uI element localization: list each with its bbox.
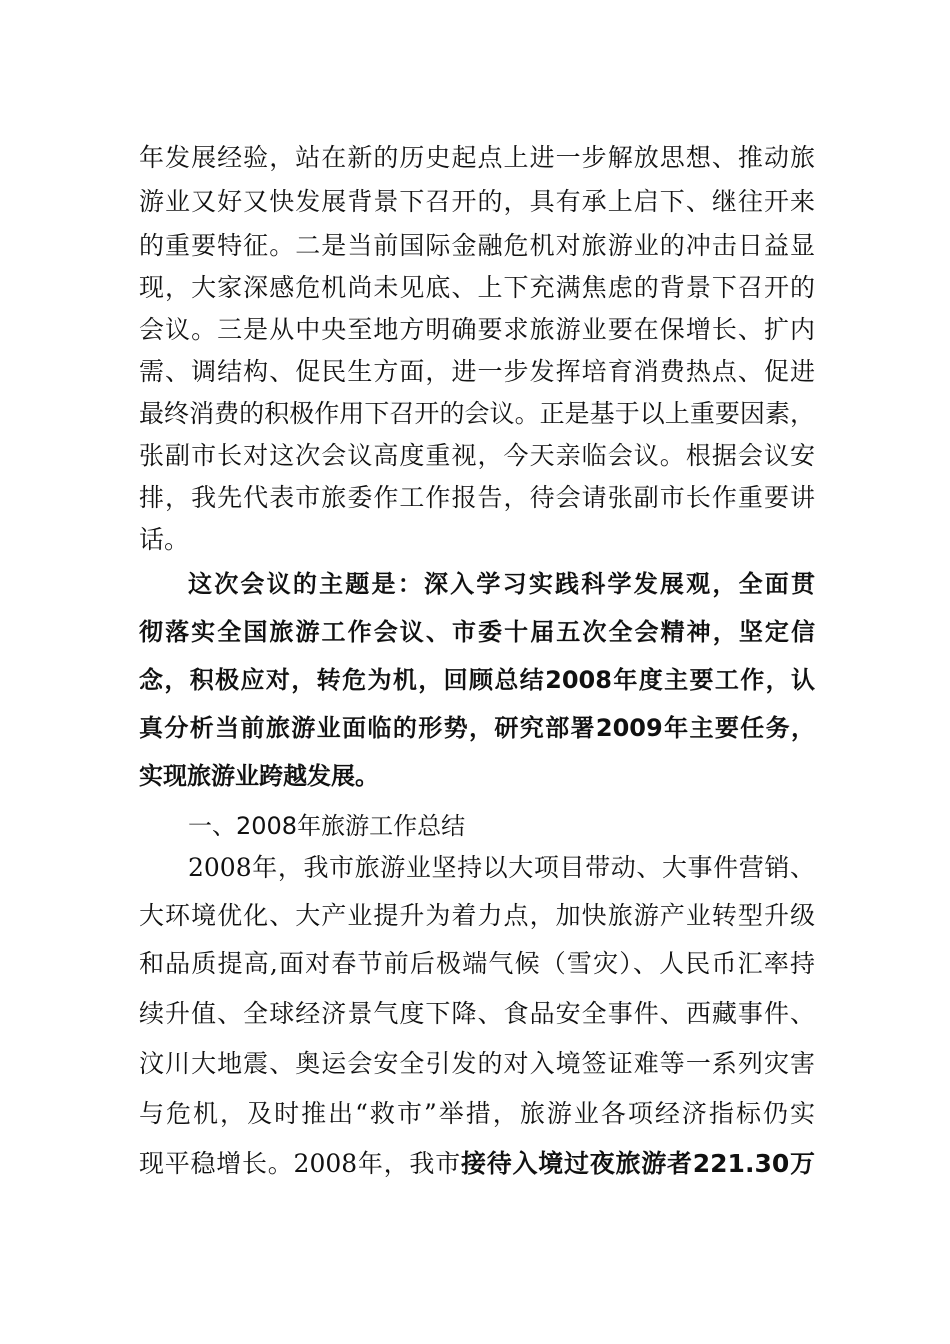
body-text-line: 需、调结构、促民生方面，进一步发挥培育消费热点、促进	[139, 357, 815, 386]
body-text-line: 会议。三是从中央至地方明确要求旅游业要在保增长、扩内	[139, 315, 815, 344]
body-text-line: 最终消费的积极作用下召开的会议。正是基于以上重要因素，	[139, 399, 815, 428]
body-text-line: 汶川大地震、奥运会安全引发的对入境签证难等一系列灾害	[139, 1049, 815, 1078]
highlighted-statistic: 接待入境过夜旅游者221.30万	[460, 1149, 815, 1178]
body-text-line: 话。	[139, 525, 190, 554]
body-text-line: 排，我先代表市旅委作工作报告，待会请张副市长作重要讲	[139, 483, 815, 512]
theme-text-line: 这次会议的主题是：深入学习实践科学发展观，全面贯	[188, 570, 815, 598]
body-text-line-mixed	[139, 1144, 815, 1184]
theme-text-line: 彻落实全国旅游工作会议、市委十届五次全会精神，坚定信	[139, 618, 815, 646]
body-text-line: 大环境优化、大产业提升为着力点，加快旅游产业转型升级	[139, 901, 815, 930]
body-text-line: 和品质提高,面对春节前后极端气候（雪灾）、人民币汇率持	[139, 949, 815, 978]
body-text-line: 的重要特征。二是当前国际金融危机对旅游业的冲击日益显	[139, 231, 815, 260]
section-heading: 一、2008年旅游工作总结	[188, 812, 466, 840]
body-text-line: 游业又好又快发展背景下召开的，具有承上启下、继往开来	[139, 187, 815, 216]
body-text-segment: 现平稳增长。2008年，我市	[139, 1149, 461, 1178]
body-text-line: 续升值、全球经济景气度下降、食品安全事件、西藏事件、	[139, 999, 815, 1028]
body-text-line: 现，大家深感危机尚未见底、上下充满焦虑的背景下召开的	[139, 273, 815, 302]
body-text-line: 2008年，我市旅游业坚持以大项目带动、大事件营销、	[188, 853, 815, 882]
body-text-line: 张副市长对这次会议高度重视，今天亲临会议。根据会议安	[139, 441, 815, 470]
body-text-line: 年发展经验，站在新的历史起点上进一步解放思想、推动旅	[139, 143, 815, 172]
theme-text-line: 真分析当前旅游业面临的形势，研究部署2009年主要任务，	[139, 714, 815, 742]
body-text-line: 与危机，及时推出“救市”举措，旅游业各项经济指标仍实	[139, 1099, 815, 1128]
theme-text-line: 实现旅游业跨越发展。	[139, 762, 379, 790]
theme-text-line: 念，积极应对，转危为机，回顾总结2008年度主要工作，认	[139, 666, 815, 694]
